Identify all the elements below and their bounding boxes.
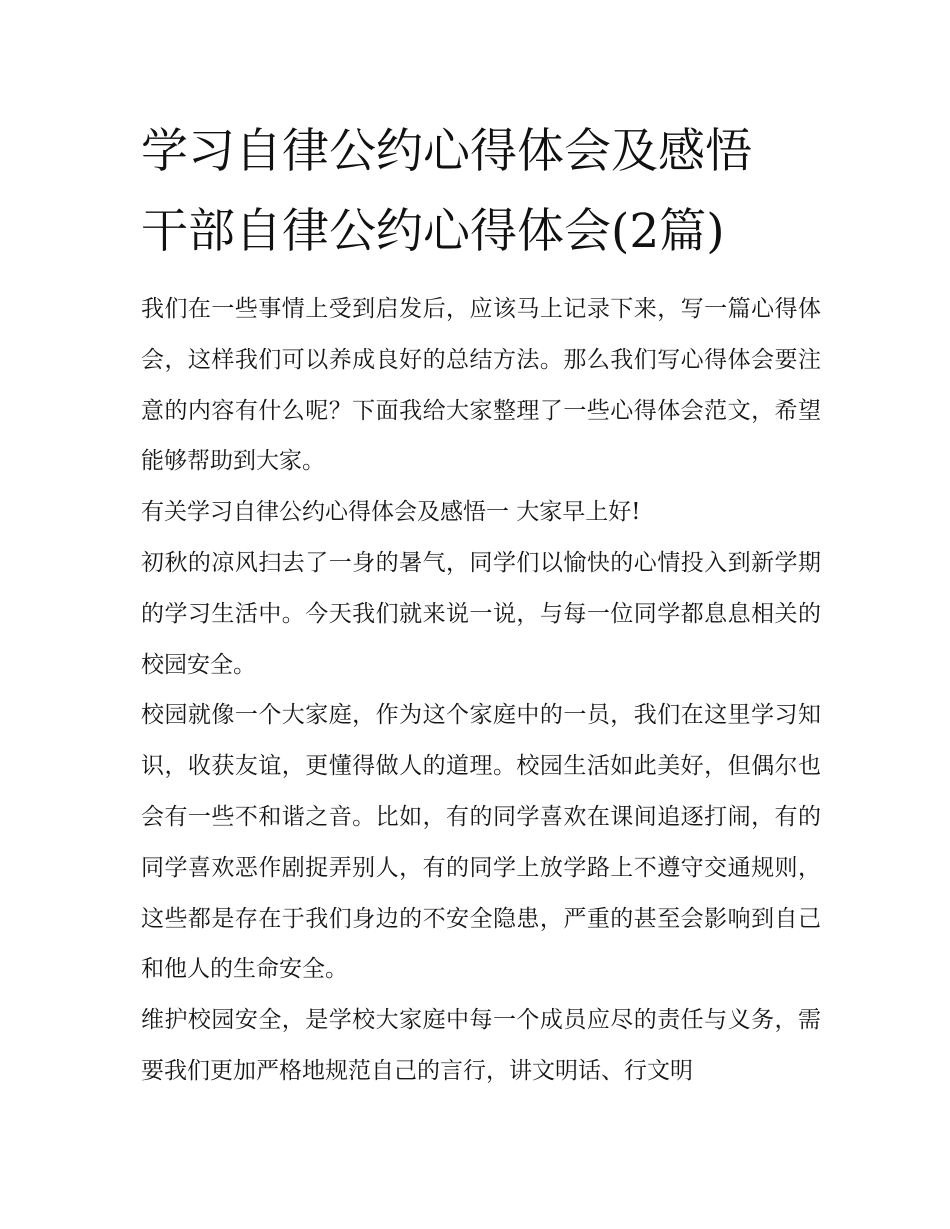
paragraph-campus-family: 校园就像一个大家庭，作为这个家庭中的一员，我们在这里学习知识，收获友谊，更懂得做人的道理。校园生活如此美好，但偶尔也会有一些不和谐之音。比如，有的同学喜欢在课间追逐打闹，有的同学喜欢恶作剧捉弄别人，有的同学上放学路上不遵守交通规则，这些都是存在于我们身边的不安全隐患，严重的甚至会影响到自己和他人的生命安全。 xyxy=(141,702,821,983)
document-title-line-1: 学习自律公约心得体会及感悟 xyxy=(141,124,752,179)
paragraph-autumn: 初秋的凉风扫去了一身的暑气，同学们以愉快的心情投入到新学期的学习生活中。今天我们就来说一说，与每一位同学都息息相关的校园安全。 xyxy=(141,549,821,678)
document-title-line-2: 干部自律公约心得体会(2篇) xyxy=(141,204,725,259)
paragraph-section-heading: 有关学习自律公约心得体会及感悟一 大家早上好! xyxy=(141,499,641,526)
document-body xyxy=(141,112,821,1097)
paragraph-campus-safety: 维护校园安全，是学校大家庭中每一个成员应尽的责任与义务，需要我们更加严格地规范自己的言行，讲文明话、行文明 xyxy=(141,1007,821,1084)
paragraph-intro: 我们在一些事情上受到启发后，应该马上记录下来，写一篇心得体会，这样我们可以养成良好的总结方法。那么我们写心得体会要注意的内容有什么呢？下面我给大家整理了一些心得体会范文，希望能够帮助到大家。 xyxy=(141,296,821,475)
document-title xyxy=(141,112,821,272)
